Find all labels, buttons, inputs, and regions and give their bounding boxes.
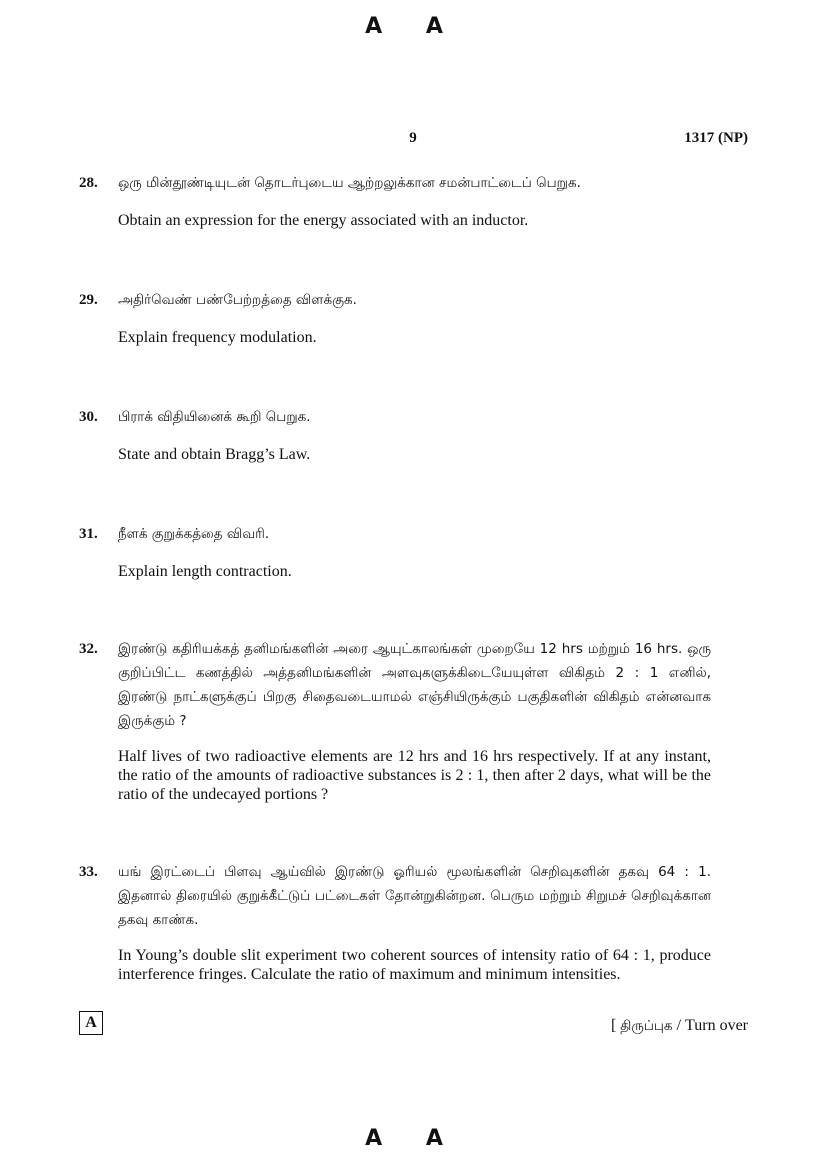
bottom-registration-mark: A A	[365, 1126, 461, 1151]
question-number: 29.	[79, 292, 98, 308]
version-box: A	[79, 1011, 103, 1035]
question-number: 33.	[79, 864, 98, 880]
turn-over-bracket: [	[610, 1017, 621, 1034]
question-32	[79, 637, 711, 804]
question-text-tamil: இரண்டு கதிரியக்கத் தனிமங்களின் அரை ஆயுட்காலங்கள் முறையே 12 hrs மற்றும் 16 hrs. ஒரு குறிப்பிட்ட கணத்தில் அத்தனிமங்களின் அளவுகளுக்கிடையேயுள்ள விகிதம் 2 : 1 எனில், இரண்டு நாட்களுக்குப் பிறகு சிதைவடையாமல் எஞ்சியிருக்கும் பகுதிகளின் விகிதம் என்னவாக இருக்கும் ?	[118, 641, 711, 729]
question-text-tamil: நீளக் குறுக்கத்தை விவரி.	[118, 526, 270, 542]
question-text-english: Half lives of two radioactive elements are 12 hrs and 16 hrs respectively. If at any instant, the ratio of the amounts of radioactive substances is 2 : 1, then after 2 days, what will be the ratio of the undecayed portions ?	[118, 748, 711, 803]
question-text-tamil: பிராக் விதியினைக் கூறி பெறுக.	[118, 409, 311, 425]
question-text-tamil: ஒரு மின்தூண்டியுடன் தொடர்புடைய ஆற்றலுக்கான சமன்பாட்டைப் பெறுக.	[118, 175, 581, 191]
question-text-english: Explain length contraction.	[118, 563, 292, 580]
question-29	[79, 288, 711, 347]
question-text-tamil: அதிர்வெண் பண்பேற்றத்தை விளக்குக.	[118, 292, 357, 308]
question-number: 30.	[79, 409, 98, 425]
top-registration-mark: A A	[365, 14, 461, 39]
turn-over-english: / Turn over	[672, 1017, 748, 1034]
turn-over-tamil: திருப்புக	[620, 1018, 673, 1034]
question-28	[79, 171, 711, 230]
question-text-english: State and obtain Bragg’s Law.	[118, 446, 311, 463]
question-text-english: In Young’s double slit experiment two coherent sources of intensity ratio of 64 : 1, produce interference fringes. Calculate the ratio of maximum and minimum intensities.	[118, 947, 711, 983]
question-number: 32.	[79, 641, 98, 657]
question-number: 28.	[79, 175, 98, 191]
page-number: 9	[409, 130, 417, 146]
paper-code: 1317 (NP)	[684, 130, 748, 146]
question-text-english: Obtain an expression for the energy associated with an inductor.	[118, 212, 529, 229]
question-31	[79, 522, 711, 581]
question-30	[79, 405, 711, 464]
turn-over-note	[611, 1017, 748, 1036]
question-text-tamil: யங் இரட்டைப் பிளவு ஆய்வில் இரண்டு ஓரியல் மூலங்களின் செறிவுகளின் தகவு 64 : 1. இதனால் திரையில் குறுக்கீட்டுப் பட்டைகள் தோன்றுகின்றன. பெரும மற்றும் சிறுமச் செறிவுக்கான தகவு காண்க.	[118, 864, 711, 928]
question-text-english: Explain frequency modulation.	[118, 329, 317, 346]
question-number: 31.	[79, 526, 98, 542]
question-33	[79, 860, 711, 984]
